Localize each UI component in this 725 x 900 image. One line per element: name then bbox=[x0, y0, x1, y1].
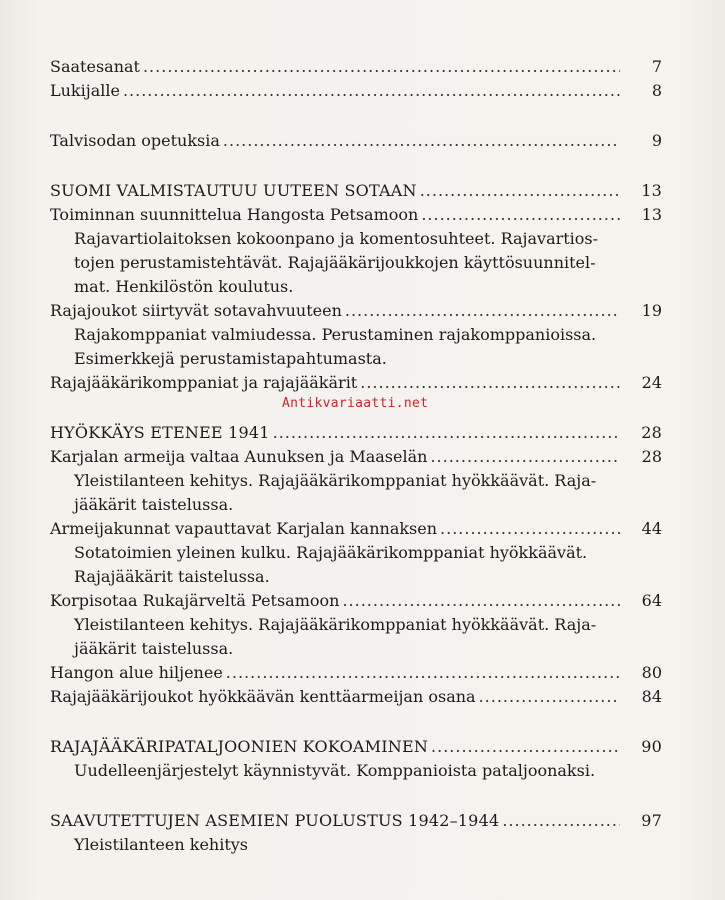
toc-entry bbox=[50, 661, 662, 685]
toc-section-heading bbox=[50, 421, 662, 445]
description-line: Rajavartiolaitoksen kokoonpano ja komentosuhteet. Rajavartios- bbox=[74, 229, 599, 248]
toc-entry-title: Lukijalle bbox=[50, 81, 120, 100]
toc-section-title: HYÖKKÄYS ETENEE 1941 bbox=[50, 423, 270, 442]
toc-page-number: 80 bbox=[641, 663, 662, 682]
dot-leader bbox=[360, 371, 620, 395]
toc-entry bbox=[50, 55, 662, 79]
toc-entry-title: Karjalan armeija valtaa Aunuksen ja Maaselän bbox=[50, 447, 428, 466]
toc-section-title: SAAVUTETTUJEN ASEMIEN PUOLUSTUS 1942–1944 bbox=[50, 811, 500, 830]
toc-entry bbox=[50, 517, 662, 541]
dot-leader bbox=[345, 299, 620, 323]
dot-leader bbox=[430, 445, 620, 469]
toc-entry-description bbox=[50, 613, 662, 661]
toc-entry-title: Rajajääkärikomppaniat ja rajajääkärit bbox=[50, 373, 358, 392]
toc-entry-title: Saatesanat bbox=[50, 57, 140, 76]
toc-page-number: 7 bbox=[651, 57, 662, 76]
dot-leader bbox=[431, 735, 620, 759]
toc-entry bbox=[50, 79, 662, 103]
description-line: jääkärit taistelussa. bbox=[74, 495, 234, 514]
toc-section-heading bbox=[50, 809, 662, 833]
description-line: Rajajääkärit taistelussa. bbox=[74, 567, 270, 586]
description-line: tojen perustamistehtävät. Rajajääkärijoukkojen käyttösuunnitel- bbox=[74, 253, 596, 272]
dot-leader bbox=[223, 129, 620, 153]
dot-leader bbox=[502, 809, 620, 833]
toc-page-number: 64 bbox=[641, 591, 662, 610]
toc-entry-title: Armeijakunnat vapauttavat Karjalan kannaksen bbox=[50, 519, 438, 538]
toc-page-number: 24 bbox=[641, 373, 662, 392]
toc-entry-title: Korpisotaa Rukajärveltä Petsamoon bbox=[50, 591, 340, 610]
description-line: mat. Henkilöstön koulutus. bbox=[74, 277, 294, 296]
toc-entry bbox=[50, 129, 662, 153]
toc-entry bbox=[50, 371, 662, 395]
description-line: Yleistilanteen kehitys bbox=[74, 835, 249, 854]
toc-section-heading bbox=[50, 735, 662, 759]
watermark-text: Antikvariaatti.net bbox=[282, 396, 429, 411]
toc-entry-title: Hangon alue hiljenee bbox=[50, 663, 223, 682]
dot-leader bbox=[342, 589, 620, 613]
toc-page-number: 9 bbox=[651, 131, 662, 150]
toc-entry bbox=[50, 445, 662, 469]
toc-entry-description bbox=[50, 541, 662, 589]
description-line: Esimerkkejä perustamistapahtumasta. bbox=[74, 349, 387, 368]
dot-leader bbox=[420, 179, 620, 203]
toc-page-number: 13 bbox=[641, 181, 662, 200]
toc-entry-description bbox=[50, 227, 662, 299]
dot-leader bbox=[421, 203, 620, 227]
toc-page-number: 28 bbox=[641, 423, 662, 442]
toc-entry-title: Rajajoukot siirtyvät sotavahvuuteen bbox=[50, 301, 342, 320]
dot-leader bbox=[143, 55, 620, 79]
toc-page-number: 97 bbox=[641, 811, 662, 830]
description-line: Yleistilanteen kehitys. Rajajääkärikomppaniat hyökkäävät. Raja- bbox=[74, 471, 597, 490]
description-line: Uudelleenjärjestelyt käynnistyvät. Komppanioista pataljoonaksi. bbox=[74, 761, 596, 780]
toc-entry bbox=[50, 589, 662, 613]
toc-page-number: 90 bbox=[641, 737, 662, 756]
toc-section-heading bbox=[50, 179, 662, 203]
toc-entry bbox=[50, 203, 662, 227]
dot-leader bbox=[123, 79, 620, 103]
toc-entry-description bbox=[50, 469, 662, 517]
dot-leader bbox=[273, 421, 620, 445]
description-line: Sotatoimien yleinen kulku. Rajajääkärikomppaniat hyökkäävät. bbox=[74, 543, 588, 562]
toc-entry-title: Toiminnan suunnittelua Hangosta Petsamoon bbox=[50, 205, 419, 224]
toc-section-title: SUOMI VALMISTAUTUU UUTEEN SOTAAN bbox=[50, 181, 417, 200]
dot-leader bbox=[440, 517, 620, 541]
toc-entry-description bbox=[50, 759, 662, 783]
toc-page-number: 84 bbox=[641, 687, 662, 706]
toc-entry bbox=[50, 299, 662, 323]
description-line: Yleistilanteen kehitys. Rajajääkärikomppaniat hyökkäävät. Raja- bbox=[74, 615, 597, 634]
toc-entry-description bbox=[50, 833, 662, 857]
toc-entry-title: Talvisodan opetuksia bbox=[50, 131, 220, 150]
toc-page-number: 8 bbox=[651, 81, 662, 100]
toc-entry bbox=[50, 685, 662, 709]
toc-page-number: 44 bbox=[641, 519, 662, 538]
toc-page-number: 28 bbox=[641, 447, 662, 466]
dot-leader bbox=[479, 685, 620, 709]
description-line: jääkärit taistelussa. bbox=[74, 639, 234, 658]
toc-page-number: 13 bbox=[641, 205, 662, 224]
toc-page-number: 19 bbox=[641, 301, 662, 320]
toc-entry-description bbox=[50, 323, 662, 371]
description-line: Rajakomppaniat valmiudessa. Perustaminen rajakomppanioissa. bbox=[74, 325, 597, 344]
toc-section-title: RAJAJÄÄKÄRIPATALJOONIEN KOKOAMINEN bbox=[50, 737, 429, 756]
table-of-contents bbox=[50, 55, 662, 857]
dot-leader bbox=[226, 661, 620, 685]
toc-entry-title: Rajajääkärijoukot hyökkäävän kenttäarmeijan osana bbox=[50, 687, 476, 706]
